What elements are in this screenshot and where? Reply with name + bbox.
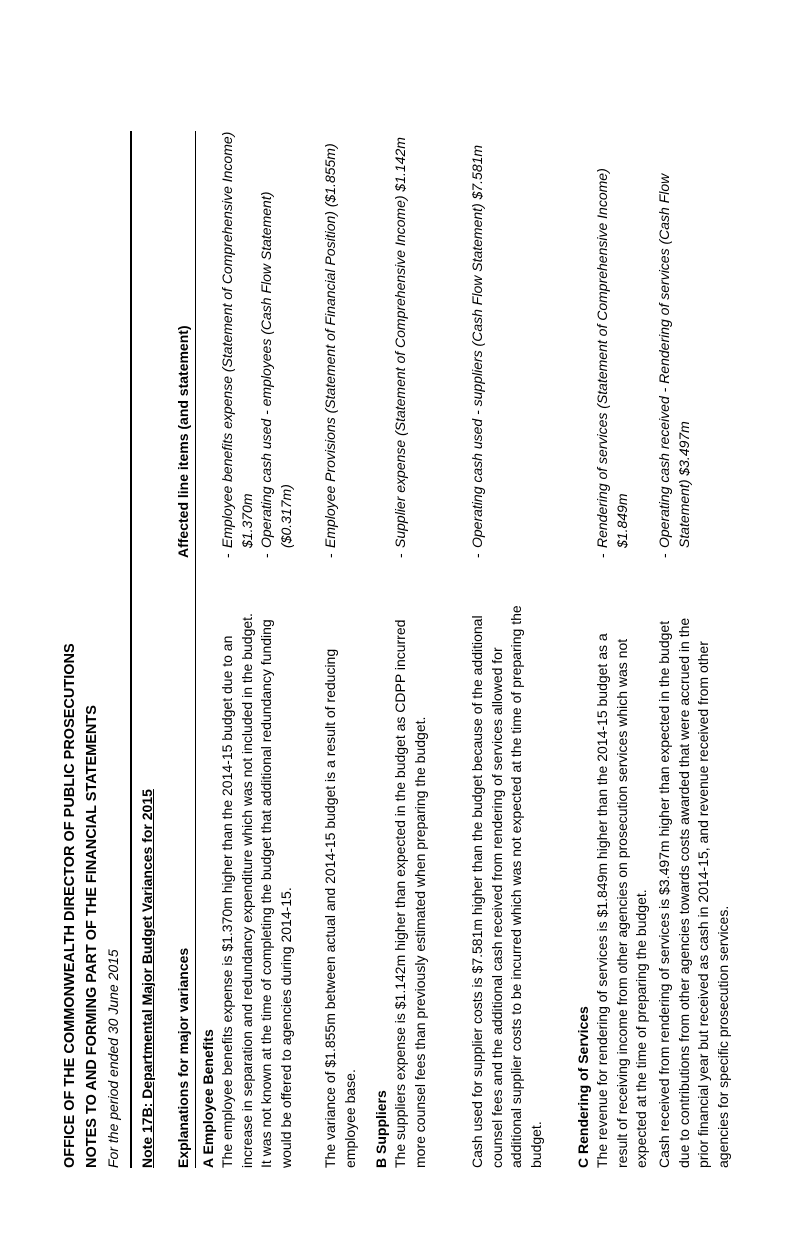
- dash-marker: -: [258, 553, 274, 558]
- top-rule: [130, 131, 132, 1168]
- dash-marker: -: [656, 553, 672, 558]
- explanation-rendering-of-services-2: Cash received from rendering of services is $3.497m higher than expected in the budget due to contributions from other agencies towards costs awarded that were accrued in the prior financial year but received as cash in 2014-15, and revenue received from other agencies for specific prosecution services.: [656, 617, 731, 1168]
- column-header-explanations: Explanations for major variances: [175, 947, 191, 1168]
- explanation-suppliers-1: The suppliers expense is $1.142m higher than expected in the budget as CDPP incurred more counsel fees than previously estimated when preparing the budget.: [392, 619, 428, 1168]
- document-subtitle: NOTES TO AND FORMING PART OF THE FINANCIAL STATEMENTS: [84, 705, 100, 1168]
- dash-marker: -: [392, 553, 408, 558]
- explanation-employee-benefits-2: The variance of $1.855m between actual and 2014-15 budget is a result of reducing employee base.: [322, 648, 358, 1168]
- affected-line: - Employee Provisions (Statement of Financial Position) ($1.855m): [321, 128, 341, 558]
- explanation-employee-benefits-1: The employee benefits expense is $1.370m higher than the 2014-15 budget due to an increase in separation and redundancy expenditure which was not included in the budget. It was not known at the time of completing the budget that additional redundancy funding would be offered to agencies during 2014-15.: [219, 613, 294, 1168]
- agency-title: OFFICE OF THE COMMONWEALTH DIRECTOR OF PUBLIC PROSECUTIONS: [62, 643, 78, 1168]
- period-line: For the period ended 30 June 2015: [105, 949, 121, 1168]
- affected-suppliers-2: [468, 128, 488, 558]
- section-title-employee-benefits: A Employee Benefits: [200, 1029, 216, 1168]
- affected-line: - Operating cash used - suppliers (Cash Flow Statement) $7.581m: [468, 128, 488, 558]
- affected-line: - Operating cash used - employees (Cash Flow Statement) ($0.317m): [258, 191, 294, 558]
- section-title-suppliers: B Suppliers: [373, 1090, 389, 1168]
- dash-marker: -: [594, 553, 610, 558]
- dash-marker: -: [219, 553, 235, 558]
- affected-employee-benefits-2: [321, 128, 341, 558]
- explanation-rendering-of-services-1: The revenue for rendering of services is $1.849m higher than the 2014-15 budget as a result of receiving income from other agencies on prosecution services which was not expected at the time of preparing the budget.: [594, 633, 649, 1168]
- affected-line: - Rendering of services (Statement of Comprehensive Income) $1.849m: [594, 168, 630, 558]
- affected-suppliers-1: [391, 128, 411, 558]
- header-rule: [195, 131, 196, 1168]
- dash-marker: -: [322, 553, 338, 558]
- affected-line: - Operating cash received - Rendering of services (Cash Flow Statement) $3.497m: [656, 173, 692, 558]
- note-title: Note 17B: Departmental Major Budget Variances for 2015: [139, 789, 155, 1168]
- affected-rendering-of-services-2: [655, 128, 694, 558]
- affected-line: - Supplier expense (Statement of Comprehensive Income) $1.142m: [391, 128, 411, 558]
- affected-line: - Employee benefits expense (Statement of Comprehensive Income) $1.370m: [219, 131, 255, 558]
- dash-marker: -: [469, 553, 485, 558]
- affected-employee-benefits-1: [218, 128, 296, 558]
- explanation-suppliers-2: Cash used for supplier costs is $7.581m higher than the budget because of the additional counsel fees and the additional cash received from rendering of services allowed for additional supplier costs to be incurred which was not expected at the time of preparing the budget.: [469, 605, 544, 1168]
- affected-rendering-of-services-1: [593, 128, 632, 558]
- section-title-rendering-of-services: C Rendering of Services: [575, 1006, 591, 1168]
- column-header-affected: Affected line items (and statement): [175, 325, 191, 558]
